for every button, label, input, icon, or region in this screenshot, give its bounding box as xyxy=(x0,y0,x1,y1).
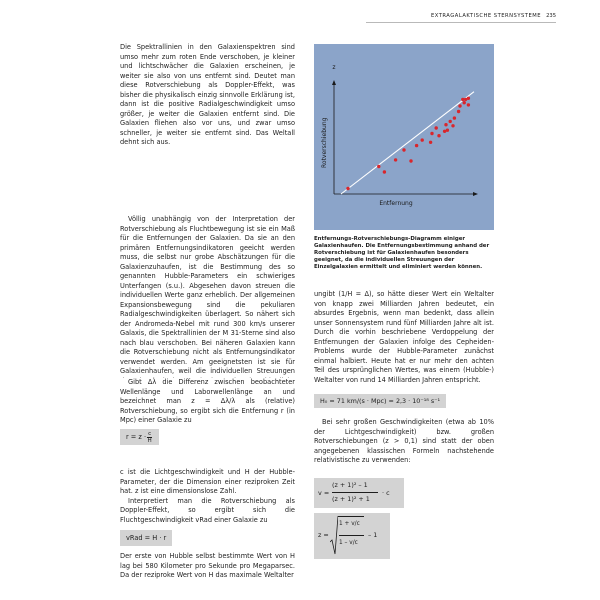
data-point xyxy=(415,144,418,147)
formula-tail: · c xyxy=(382,489,390,497)
data-point xyxy=(467,103,470,106)
formula-relativistic-redshift xyxy=(314,513,390,559)
data-point xyxy=(429,141,432,144)
fraction-denominator: 1 – v/c xyxy=(339,540,358,546)
paragraph: c ist die Lichtgeschwindigkeit und H der Hubble-Parameter, der die Dimension einer reziproken Zeit hat. z ist eine dimensionslose Zahl. xyxy=(120,468,295,495)
formula-lhs: r = z · xyxy=(126,433,147,441)
fraction-bar xyxy=(332,492,378,493)
data-point xyxy=(394,158,397,161)
data-point xyxy=(435,126,438,129)
x-axis-arrow xyxy=(473,192,478,196)
formula-hubble-constant: H₀ = 71 km/(s · Mpc) = 2,3 · 10⁻¹⁸ s⁻¹ xyxy=(314,394,446,408)
data-point xyxy=(346,187,349,190)
data-point xyxy=(446,129,449,132)
y-axis-label: Rotverschiebung xyxy=(321,117,328,168)
paragraph: Bei sehr großen Geschwindigkeiten (etwa ab 10% der Lichtgeschwindigkeit) bzw. großen Rotverschiebungen (z > 0,1) sind statt der oben angegebenen klassischen Formeln nachstehende relativistische zu verwenden: xyxy=(314,418,494,464)
paragraph: ungibt (1/H = Δ), so hätte dieser Wert ein Weltalter von knapp zwei Milliarden Jahren bedeutet, ein absurdes Ergebnis, wenn man bedenkt, dass allein unser Sonnensystem rund fünf Milliarden Jahre alt ist. Durch die vorhin beschriebene Verdoppelung der Entfernungen der Galaxien infolge des Cepheiden-Problems wurde der Hubble-Parameter zunächst einmal halbiert. Heute hat er nur mehr den achten Teil des ursprünglichen Wertes, was einem (Hubble-) Weltalter von rund 14 Milliarden Jahren entspricht. xyxy=(314,290,494,384)
formula-fraction xyxy=(147,431,152,444)
fraction-numerator: c xyxy=(148,430,152,437)
page-number: 235 xyxy=(546,13,556,19)
left-column xyxy=(120,43,295,581)
z-axis-symbol: z xyxy=(332,64,336,71)
data-point xyxy=(467,97,470,100)
fraction-bar xyxy=(339,535,364,536)
data-point xyxy=(402,148,405,151)
running-title: EXTRAGALAKTISCHE STERNSYSTEME xyxy=(430,13,541,19)
x-axis-label: Entfernung xyxy=(379,200,413,207)
hubble-diagram xyxy=(314,44,494,230)
paragraph: Interpretiert man die Rotverschiebung als Doppler-Effekt, so ergibt sich die Fluchtgeschwindigkeit vRad einer Galaxie zu xyxy=(120,496,295,524)
fraction-numerator: 1 + v/c xyxy=(339,521,360,527)
formula-tail: – 1 xyxy=(368,531,378,539)
paragraph: Der erste von Hubble selbst bestimmte Wert von H lag bei 580 Kilometer pro Sekunde pro Megaparsec. Da der reziproke Wert von H das maximale Weltalter xyxy=(120,552,295,579)
paragraph: Völlig unabhängig von der Interpretation der Rotverschiebung als Fluchtbewegung ist sie ein Maß für die Entfernungen der Galaxien. Da sie an den primären Entfernungsindikatoren geeicht werden muss, die selbst nur grobe Abschätzungen für die Galaxienzuhaufen, ist die Bestimmung des so genannten Hubble-Parameters ein schwieriges Unterfangen (s.u.). Abgesehen davon streuen die individuellen Werte ganz erheblich. Der allgemeinen Expansionsbewegung sind die pekuliaren Radialgeschwindigkeiten überlagert. So nähert sich der Andromeda-Nebel mit rund 300 km/s unserer Galaxis, die Spektrallinien der M 31-Sterne sind also nach blau verschoben. Bei näheren Galaxien kann die Rotverschiebung nicht als Entfernungsindikator verwendet werden. Am geeignetsten ist sie für Galaxienhaufen, weil die individuellen Streuungen xyxy=(120,215,295,375)
data-point xyxy=(458,104,461,107)
data-point xyxy=(430,132,433,135)
formula-lhs: z = xyxy=(318,531,329,539)
paragraph: Die Spektrallinien in den Galaxienspektren sind umso mehr zum roten Ende verschoben, je kleiner und lichtschwächer die Galaxien erscheinen, je weiter sie also von uns entfernt sind. Deutet man diese Rotverschiebung als Doppler-Effekt, was bisher die physikalisch einzig sinnvolle Erklärung ist, dann ist die positive Radialgeschwindigkeit umso größer, je weiter die Galaxien entfernt sind. Die Galaxien fliehen also vor uns, und zwar umso schneller, je weiter sie entfernt sind. Das Weltall dehnt sich aus. xyxy=(120,43,295,146)
y-axis-arrow xyxy=(332,80,336,85)
formula-lhs: v = xyxy=(318,489,330,497)
formula-velocity: vRad = H · r xyxy=(120,530,172,546)
data-point xyxy=(453,116,456,119)
plot-area xyxy=(341,92,474,194)
fraction-denominator: H xyxy=(147,437,152,444)
data-point xyxy=(421,138,424,141)
header-rule xyxy=(366,22,556,23)
hubble-chart-svg xyxy=(314,44,494,230)
data-point xyxy=(457,110,460,113)
running-header xyxy=(366,13,556,21)
data-point xyxy=(444,123,447,126)
sqrt-bar xyxy=(338,516,364,517)
data-point xyxy=(451,124,454,127)
regression-line xyxy=(341,92,474,194)
sqrt-sign-icon xyxy=(330,516,338,556)
paragraph: Gibt Δλ die Differenz zwischen beobachteter Wellenlänge und Laborwellenlänge an und bezeichnet man z = Δλ/λ als (relative) Rotverschiebung, so ergibt sich die Entfernung r (in Mpc) einer Galaxie zu xyxy=(120,378,295,424)
data-point xyxy=(449,120,452,123)
data-point xyxy=(383,170,386,173)
formula-relativistic-velocity xyxy=(314,478,404,508)
data-point xyxy=(409,159,412,162)
data-point xyxy=(463,101,466,104)
fraction-denominator: (z + 1)² + 1 xyxy=(332,495,370,503)
formula-distance xyxy=(120,429,159,445)
data-point xyxy=(377,165,380,168)
fraction-numerator: (z + 1)² – 1 xyxy=(332,481,368,489)
data-point xyxy=(437,134,440,137)
figure-caption: Entfernungs-Rotverschiebungs-Diagramm einiger Galaxienhaufen. Die Entfernungsbestimmung anhand der Rotverschiebung ist für Galaxienhaufen besonders geeignet, da die individuellen Streuungen der Einzelgalaxien ermittelt und eliminiert werden können. xyxy=(314,236,490,270)
right-column xyxy=(314,290,494,559)
